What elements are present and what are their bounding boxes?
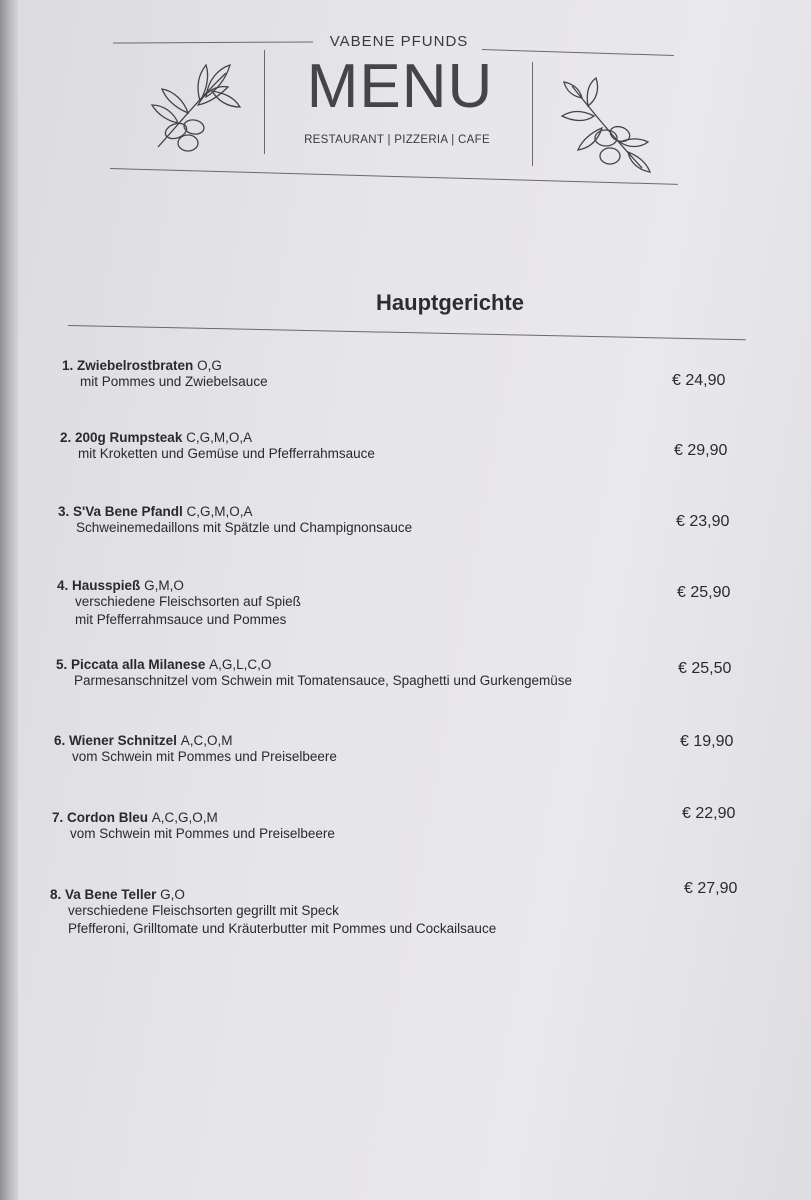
menu-item bbox=[50, 887, 496, 938]
header-divider-right bbox=[532, 62, 533, 166]
item-name: Hausspieß bbox=[72, 578, 141, 593]
item-description: vom Schwein mit Pommes und Preiselbeere bbox=[72, 749, 337, 764]
header-top-line-left bbox=[113, 41, 313, 43]
item-number: 7. bbox=[52, 810, 64, 825]
menu-subtitle: RESTAURANT | PIZZERIA | CAFE bbox=[304, 134, 490, 146]
item-number: 3. bbox=[58, 504, 70, 519]
item-price: € 19,90 bbox=[680, 733, 734, 750]
item-name: Piccata alla Milanese bbox=[71, 657, 206, 672]
item-number: 8. bbox=[50, 887, 62, 902]
item-price: € 25,90 bbox=[677, 584, 731, 601]
olive-branch-icon-left bbox=[148, 55, 244, 155]
item-number: 1. bbox=[62, 358, 74, 373]
menu-header bbox=[0, 0, 811, 200]
item-allergens: C,G,M,O,A bbox=[186, 430, 253, 445]
item-allergens: G,O bbox=[160, 887, 185, 902]
header-divider-left bbox=[264, 50, 265, 154]
menu-item bbox=[56, 657, 572, 690]
item-allergens: C,G,M,O,A bbox=[186, 504, 253, 519]
section-title: Hauptgerichte bbox=[376, 290, 524, 315]
item-allergens: G,M,O bbox=[144, 578, 184, 593]
menu-title: MENU bbox=[306, 52, 494, 121]
item-description: Schweinemedaillons mit Spätzle und Champignonsauce bbox=[76, 520, 413, 535]
item-number: 4. bbox=[57, 578, 69, 593]
item-price: € 25,50 bbox=[678, 660, 732, 677]
item-name: 200g Rumpsteak bbox=[75, 430, 183, 445]
item-price: € 24,90 bbox=[672, 372, 726, 389]
item-description: Pfefferoni, Grilltomate und Kräuterbutter mit Pommes und Cockailsauce bbox=[68, 921, 497, 936]
item-number: 6. bbox=[54, 733, 66, 748]
item-name: Zwiebelrostbraten bbox=[77, 358, 194, 373]
item-description: mit Kroketten und Gemüse und Pfefferrahmsauce bbox=[78, 446, 375, 461]
item-description: mit Pommes und Zwiebelsauce bbox=[80, 374, 268, 389]
item-name: Cordon Bleu bbox=[67, 810, 149, 825]
item-description: vom Schwein mit Pommes und Preiselbeere bbox=[70, 826, 335, 841]
item-number: 2. bbox=[60, 430, 72, 445]
restaurant-name: VABENE PFUNDS bbox=[329, 33, 469, 50]
menu-item bbox=[62, 358, 268, 391]
menu-item bbox=[58, 504, 412, 537]
menu-item bbox=[52, 810, 335, 843]
olive-branch-icon-right bbox=[558, 76, 654, 176]
item-allergens: A,C,O,M bbox=[180, 733, 233, 748]
item-price: € 22,90 bbox=[682, 805, 736, 822]
item-price: € 27,90 bbox=[684, 880, 738, 897]
item-allergens: A,C,G,O,M bbox=[151, 810, 218, 825]
menu-item bbox=[54, 733, 337, 766]
item-allergens: O,G bbox=[197, 358, 222, 373]
menu-item bbox=[57, 578, 301, 629]
item-number: 5. bbox=[56, 657, 68, 672]
header-top-line-right bbox=[482, 49, 674, 56]
item-description: Parmesanschnitzel vom Schwein mit Tomatensauce, Spaghetti und Gurkengemüse bbox=[74, 673, 573, 688]
item-price: € 23,90 bbox=[676, 513, 730, 530]
item-name: Va Bene Teller bbox=[65, 887, 157, 902]
item-name: Wiener Schnitzel bbox=[69, 733, 177, 748]
item-name: S'Va Bene Pfandl bbox=[73, 504, 183, 519]
item-price: € 29,90 bbox=[674, 442, 728, 459]
item-description: mit Pfefferrahmsauce und Pommes bbox=[75, 612, 287, 627]
menu-item bbox=[60, 430, 375, 463]
item-description: verschiedene Fleischsorten auf Spieß bbox=[75, 594, 301, 609]
item-allergens: A,G,L,C,O bbox=[209, 657, 272, 672]
item-description: verschiedene Fleischsorten gegrillt mit Speck bbox=[68, 903, 339, 918]
